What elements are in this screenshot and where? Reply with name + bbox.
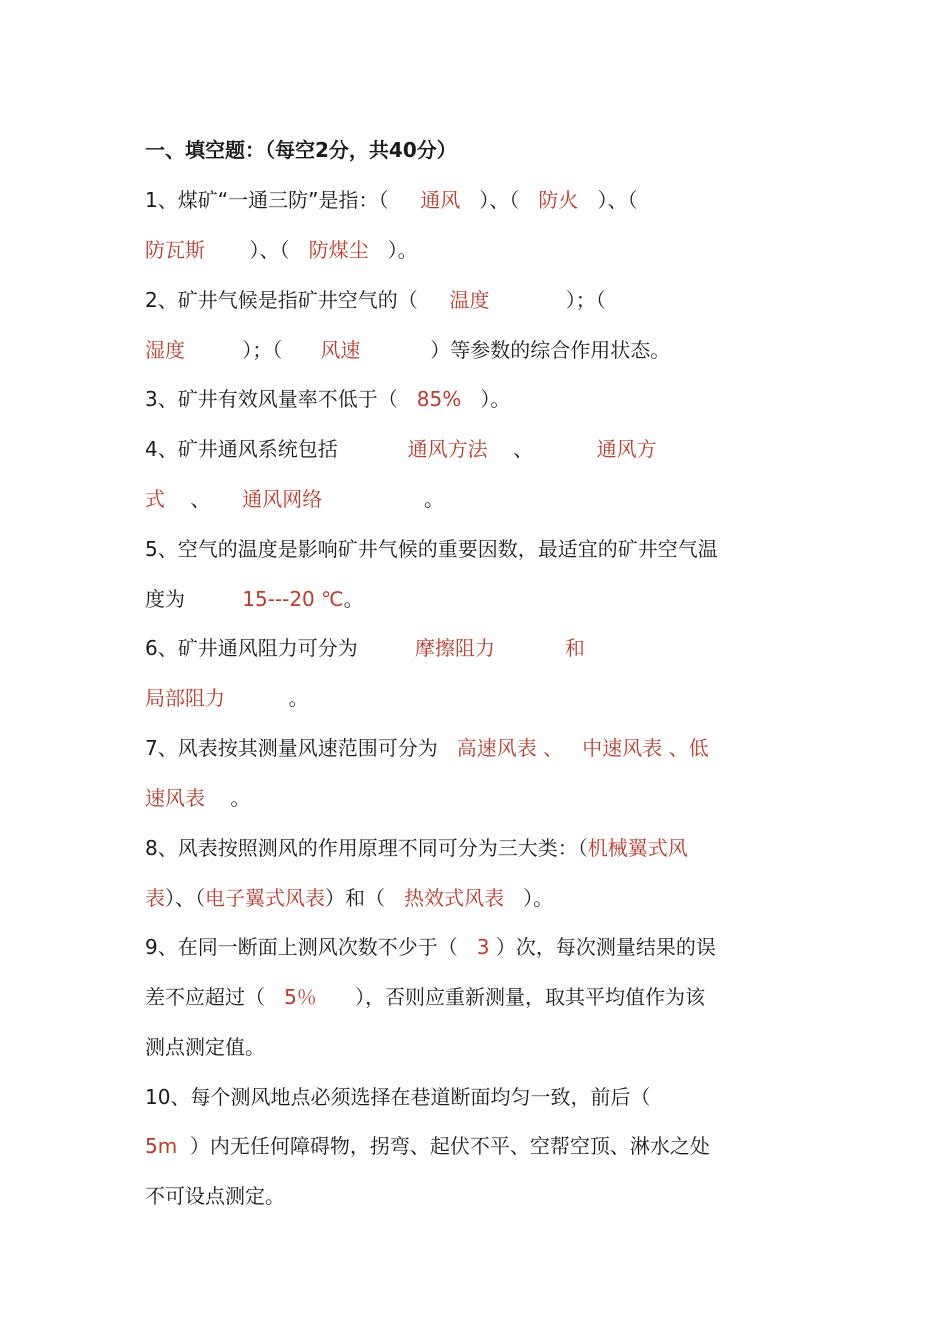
answer-text: 通风方法 xyxy=(407,437,488,461)
question-text: 测点测定值。 xyxy=(145,1035,265,1059)
text-line xyxy=(145,188,637,212)
text-line xyxy=(145,288,606,312)
question-text: 5、空气的温度是影响矿井气候的重要因数，最适宜的矿井空气温 xyxy=(145,537,718,561)
answer-text: 通风网络 xyxy=(242,487,323,511)
answer-text: 电子翼式风表 xyxy=(205,886,325,910)
answer-text: 风速 xyxy=(320,338,361,362)
text-line xyxy=(145,1184,285,1208)
answer-text: 局部阻力 xyxy=(145,686,225,710)
question-text: 。 xyxy=(322,487,444,511)
question-text: 6、矿井通风阻力可分为 xyxy=(145,636,415,660)
question-text: 。 xyxy=(205,786,251,810)
text-line xyxy=(145,1085,650,1109)
question-text: 不可设点测定。 xyxy=(145,1184,285,1208)
text-line xyxy=(145,636,585,660)
text-line xyxy=(145,587,364,611)
text-line xyxy=(145,338,670,362)
text-line xyxy=(145,537,718,561)
answer-text: 3 xyxy=(476,935,490,959)
answer-text: 式 xyxy=(145,487,165,511)
question-text: 。 xyxy=(225,686,309,710)
text-line xyxy=(145,836,688,860)
text-line xyxy=(145,1035,265,1059)
answer-text: 85% xyxy=(416,387,462,411)
text-line xyxy=(145,985,705,1009)
question-text: 2、矿井气候是指矿井空气的（ xyxy=(145,288,450,312)
question-text: ）、（ xyxy=(165,886,205,910)
question-text: 3、矿井有效风量率不低于（ xyxy=(145,387,417,411)
question-text: ）和（ xyxy=(325,886,405,910)
text-line xyxy=(145,686,309,710)
answer-text: 热效式风表 xyxy=(404,886,505,910)
question-text: ）次，每次测量结果的误 xyxy=(489,935,716,959)
answer-text: 防火 xyxy=(538,188,579,212)
question-text: 7、风表按其测量风速范围可分为 xyxy=(145,736,457,760)
question-text: 度为 xyxy=(145,587,243,611)
answer-text: 5％ xyxy=(284,985,317,1009)
question-text: 10、每个测风地点必须选择在巷道断面均匀一致，前后（ xyxy=(145,1085,651,1109)
text-line xyxy=(145,736,709,760)
answer-text: 高速风表 、 xyxy=(456,736,564,760)
text-line xyxy=(145,238,418,262)
answer-text: 通风方 xyxy=(596,437,657,461)
text-line xyxy=(145,387,510,411)
question-text: 。 xyxy=(343,587,364,611)
answer-text: 5m xyxy=(145,1134,178,1158)
question-text: 4、矿井通风系统包括 xyxy=(145,437,408,461)
question-text: 8、风表按照测风的作用原理不同可分为三大类：（ xyxy=(145,836,588,860)
question-text: 、 xyxy=(487,437,597,461)
answer-text: 15---20 ℃ xyxy=(242,587,344,611)
answer-text: 防煤尘 xyxy=(308,238,369,262)
answer-text: 摩擦阻力 xyxy=(414,636,495,660)
question-text: ）等参数的综合作用状态。 xyxy=(360,338,671,362)
text-line xyxy=(145,935,716,959)
answer-text: 中速风表 、低 xyxy=(582,736,709,760)
answer-text: 温度 xyxy=(449,288,490,312)
question-text: ）内无任何障碍物，拐弯、起伏不平、空帮空顶、淋水之处 xyxy=(177,1134,710,1158)
question-text: ）。 xyxy=(504,886,554,910)
text-line xyxy=(145,786,250,810)
answer-text: 表 xyxy=(145,886,165,910)
section-title: 一、填空题：（每空2分，共40分） xyxy=(145,138,457,162)
answer-text: 机械翼式风 xyxy=(587,836,688,860)
question-text xyxy=(495,636,565,660)
question-text: ）。 xyxy=(368,238,418,262)
answer-text: 通风 xyxy=(420,188,461,212)
question-text xyxy=(563,736,582,760)
question-text: ），否则应重新测量，取其平均值作为该 xyxy=(316,985,705,1009)
question-text: 、 xyxy=(165,487,243,511)
answer-text: 速风表 xyxy=(145,786,205,810)
text-line xyxy=(145,487,444,511)
question-text: 1、煤矿“一通三防”是指：（ xyxy=(145,188,421,212)
question-text: 差不应超过（ xyxy=(145,985,285,1009)
question-text: ）；（ xyxy=(185,338,321,362)
text-line xyxy=(145,437,657,461)
text-line xyxy=(145,886,553,910)
question-text: ）、（ xyxy=(205,238,309,262)
question-text: ）。 xyxy=(461,387,511,411)
answer-text: 防瓦斯 xyxy=(145,238,205,262)
question-text: ）、（ xyxy=(578,188,638,212)
answer-text: 和 xyxy=(564,636,585,660)
text-line xyxy=(145,1134,710,1158)
question-text: ）、（ xyxy=(460,188,539,212)
answer-text: 湿度 xyxy=(145,338,185,362)
question-text: 9、在同一断面上测风次数不少于（ xyxy=(145,935,477,959)
question-text: ）；（ xyxy=(489,288,606,312)
